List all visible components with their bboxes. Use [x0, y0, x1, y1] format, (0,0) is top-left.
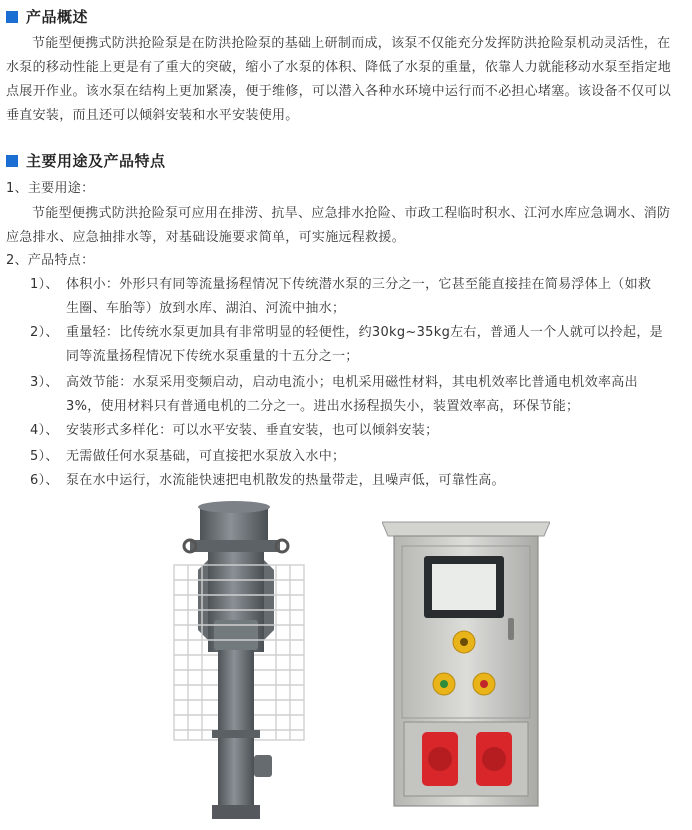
feature-number: 5）、	[30, 449, 59, 464]
feature-number: 6）、	[30, 473, 59, 488]
feature-line: 同等流量扬程情况下传统水泵重量的十五分之一；	[66, 349, 359, 364]
section-overview-heading	[6, 6, 88, 27]
feature-line: 生圈、车胎等）放到水库、湖泊、河流中抽水；	[66, 301, 346, 316]
feature-line: 体积小：外形只有同等流量扬程情况下传统潜水泵的三分之一，它甚至能直接挂在简易浮体上（如救	[66, 277, 652, 292]
feature-number: 3）、	[30, 375, 59, 390]
feature-number: 4）、	[30, 423, 59, 438]
section-features-title: 主要用途及产品特点	[26, 152, 166, 170]
usage-paragraph: 节能型便携式防洪抢险泵可应用在排涝、抗旱、应急排水抢险、市政工程临时积水、江河水库应急调水、消防应急排水、应急抽排水等，对基础设施要求简单，可实施远程救援。	[6, 206, 671, 245]
feature-line: 3%，使用材料只有普通电机的二分之一。进出水扬程损失小，装置效率高，环保节能；	[66, 399, 580, 414]
section-overview-title: 产品概述	[26, 8, 89, 26]
feature-line: 无需做任何水泵基础，可直接把水泵放入水中；	[66, 449, 346, 464]
feature-heading: 2、产品特点：	[6, 253, 95, 268]
overview-paragraph: 节能型便携式防洪抢险泵是在防洪抢险泵的基础上研制而成，该泵不仅能充分发挥防洪抢险泵机动灵活性，在水泵的移动性能上更是有了重大的突破，缩小了水泵的体积、降低了水泵的重量，依靠人力就能移动水泵至指定地点展开作业。该水泵在结构上更加紧凑，便于维修，可以潜入各种水环境中运行而不必担心堵塞。该设备不仅可以垂直安装，而且还可以倾斜安装和水平安装使用。	[6, 36, 672, 123]
pump-photo	[168, 500, 338, 825]
feature-line: 泵在水中运行，水流能快速把电机散发的热量带走，且噪声低，可靠性高。	[66, 473, 505, 488]
feature-number: 1）、	[30, 277, 59, 292]
section-features-heading	[6, 150, 166, 171]
section-marker	[6, 11, 18, 23]
feature-number: 2）、	[30, 325, 59, 340]
feature-line: 安装形式多样化：可以水平安装、垂直安装，也可以倾斜安装；	[66, 423, 439, 438]
control-cabinet-photo	[382, 516, 550, 816]
feature-line: 重量轻：比传统水泵更加具有非常明显的轻便性，约30kg~35kg左右，普通人一个人就可以拎起，是	[66, 325, 663, 340]
section-marker	[6, 155, 18, 167]
usage-heading: 1、主要用途：	[6, 181, 95, 196]
feature-line: 高效节能：水泵采用变频启动，启动电流小；电机采用磁性材料，其电机效率比普通电机效率高出	[66, 375, 638, 390]
